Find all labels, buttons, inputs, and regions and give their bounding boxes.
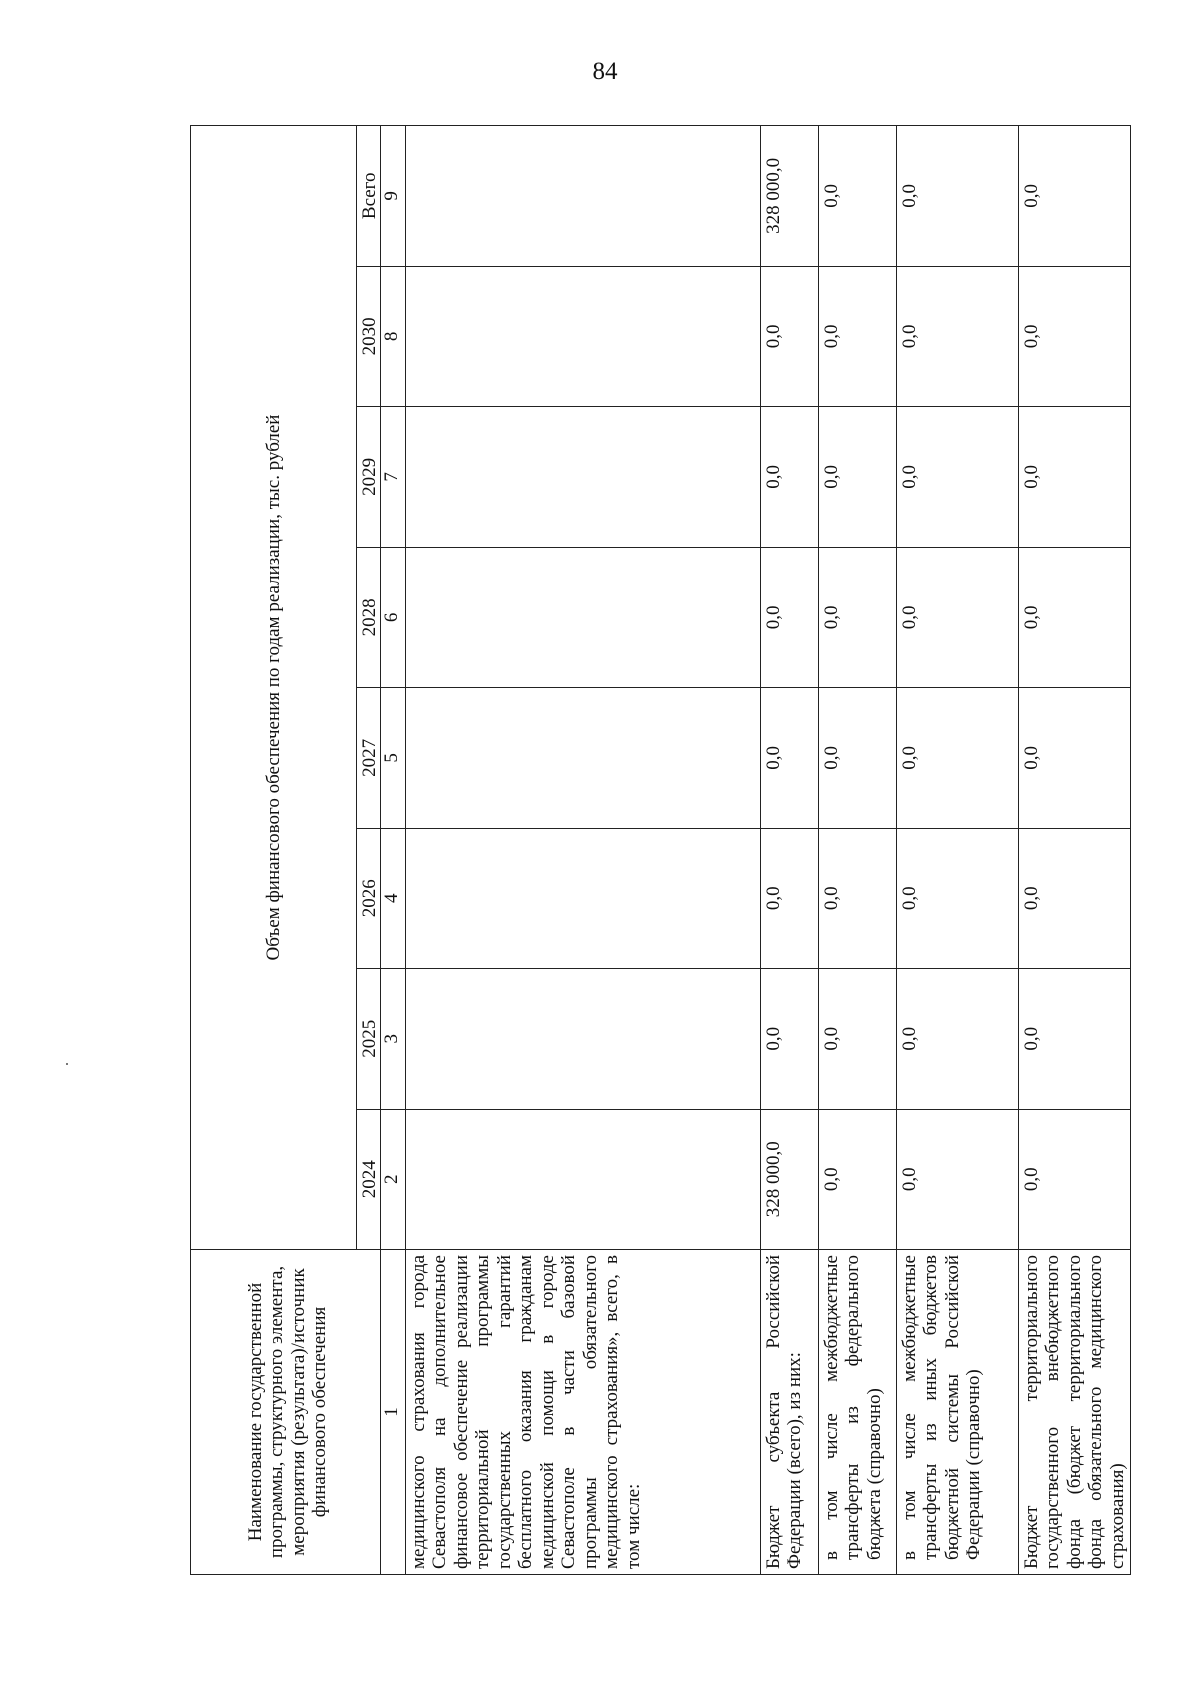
value-cell: 0,0: [760, 407, 818, 547]
financing-table: [190, 125, 1131, 1575]
value-cell: 0,0: [896, 126, 1018, 267]
value-cell: 0,0: [1018, 828, 1130, 968]
value-cell: 0,0: [1018, 407, 1130, 547]
table-row: [818, 126, 896, 1575]
header-year: 2026: [357, 828, 381, 968]
value-cell: 0,0: [818, 407, 896, 547]
value-cell: [405, 1109, 760, 1249]
value-cell: 0,0: [760, 828, 818, 968]
header-year: 2030: [357, 266, 381, 406]
value-cell: 328 000,0: [760, 1109, 818, 1249]
value-cell: [405, 407, 760, 547]
header-year: 2028: [357, 547, 381, 687]
header-col-number: 2: [381, 1109, 405, 1249]
value-cell: 0,0: [818, 828, 896, 968]
value-cell: 0,0: [896, 407, 1018, 547]
value-cell: 0,0: [818, 688, 896, 828]
rotated-table-container: [190, 125, 1128, 1575]
value-cell: 0,0: [760, 547, 818, 687]
row-label: Бюджет субъекта Российской Федерации (всего), из них:: [760, 1250, 818, 1575]
value-cell: [405, 828, 760, 968]
row-label: в том числе межбюджетные трансферты из федерального бюджета (справочно): [818, 1250, 896, 1575]
value-cell: [405, 126, 760, 267]
header-col-number: 1: [381, 1250, 405, 1575]
value-cell: 0,0: [1018, 266, 1130, 406]
value-cell: 0,0: [1018, 1109, 1130, 1249]
header-col-number: 9: [381, 126, 405, 267]
header-year: Всего: [357, 126, 381, 267]
row-label: в том числе межбюджетные трансферты из иных бюджетов бюджетной системы Российской Федерации (справочно): [896, 1250, 1018, 1575]
value-cell: [405, 266, 760, 406]
header-col-number: 3: [381, 969, 405, 1109]
table-row: [405, 126, 760, 1575]
header-year: 2024: [357, 1109, 381, 1249]
header-col-number: 8: [381, 266, 405, 406]
value-cell: 0,0: [818, 547, 896, 687]
value-cell: 0,0: [1018, 547, 1130, 687]
header-name-cell: Наименование государственной программы, структурного элемента, мероприятия (результата)/источник финансового обеспечения: [191, 1250, 381, 1575]
header-col-number: 5: [381, 688, 405, 828]
value-cell: 0,0: [896, 1109, 1018, 1249]
value-cell: 0,0: [896, 547, 1018, 687]
value-cell: 0,0: [818, 969, 896, 1109]
value-cell: 0,0: [760, 688, 818, 828]
value-cell: 0,0: [760, 266, 818, 406]
value-cell: 0,0: [1018, 969, 1130, 1109]
value-cell: [405, 688, 760, 828]
value-cell: 0,0: [896, 828, 1018, 968]
value-cell: 0,0: [818, 126, 896, 267]
value-cell: 0,0: [896, 266, 1018, 406]
value-cell: 328 000,0: [760, 126, 818, 267]
header-volume-title: Объем финансового обеспечения по годам реализации, тыс. рублей: [191, 126, 357, 1250]
header-year: 2029: [357, 407, 381, 547]
table-row: [760, 126, 818, 1575]
value-cell: [405, 969, 760, 1109]
header-year: 2027: [357, 688, 381, 828]
header-col-number: 7: [381, 407, 405, 547]
table-row: [896, 126, 1018, 1575]
value-cell: 0,0: [1018, 126, 1130, 267]
value-cell: 0,0: [818, 266, 896, 406]
header-col-number: 6: [381, 547, 405, 687]
value-cell: 0,0: [760, 969, 818, 1109]
header-year: 2025: [357, 969, 381, 1109]
value-cell: 0,0: [896, 969, 1018, 1109]
row-label: Бюджет территориального государственного внебюджетного фонда (бюджет территориального фонда обязательного медицинского страхования): [1018, 1250, 1130, 1575]
value-cell: 0,0: [1018, 688, 1130, 828]
table-row: [1018, 126, 1130, 1575]
value-cell: [405, 547, 760, 687]
header-col-number: 4: [381, 828, 405, 968]
value-cell: 0,0: [818, 1109, 896, 1249]
page-number: 84: [592, 58, 618, 85]
row-label: медицинского страхования города Севастополя на дополнительное финансовое обеспечение реализации территориальной программы государственных гарантий бесплатного оказания гражданам медицинской помощи в городе Севастополе в части базовой программы обязательного медицинского страхования», всего, в том числе:: [405, 1250, 760, 1575]
value-cell: 0,0: [896, 688, 1018, 828]
scan-speck: [66, 1063, 68, 1065]
